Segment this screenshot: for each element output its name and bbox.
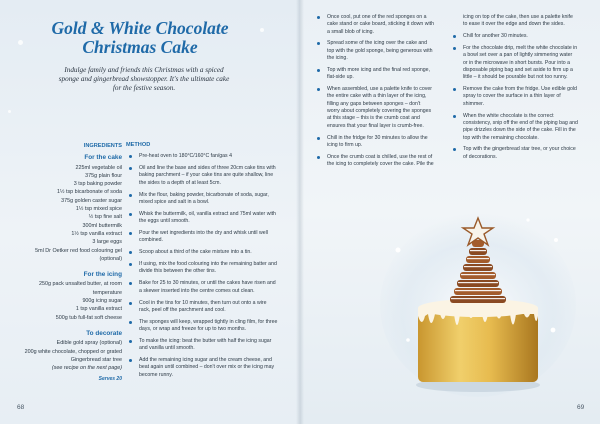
method-step [450, 45, 578, 81]
ingredient-item: 900g icing sugar [82, 298, 122, 305]
bullet-icon [129, 263, 132, 266]
right-page [300, 0, 600, 424]
snowflake-icon [18, 40, 23, 45]
ingredient-item: 300ml buttermilk [82, 222, 122, 229]
bullet-icon [129, 155, 132, 158]
ingredient-item: 3 tsp baking powder [73, 181, 122, 188]
bullet-icon [317, 137, 320, 140]
method-step-text: Pour the wet ingredients into the dry and whisk until well combined. [139, 230, 268, 244]
page-number-right: 69 [577, 404, 585, 411]
ingredients-heading: INGREDIENTS [83, 143, 122, 149]
recipe-intro: Indulge family and friends this Christmas with a spiced sponge and gingerbread showstopper. It's the ultimate cake for the festive season. [58, 66, 230, 92]
ingredient-item: 1½ tsp vanilla extract [71, 230, 122, 237]
method-step [314, 40, 434, 62]
recipe-title-line1: Gold & White Chocolate [51, 18, 229, 38]
ingredient-item: 225ml vegetable oil [75, 164, 122, 171]
ingredient-item: Gingerbread star tree [70, 356, 122, 363]
right-column-1 [314, 14, 434, 173]
bullet-icon [453, 115, 456, 118]
method-step [450, 33, 578, 40]
ingredient-item: 1 tsp vanilla extract [75, 306, 122, 313]
method-step [126, 357, 278, 379]
method-step-text: Scoop about a third of the cake mixture into a tin. [139, 249, 252, 256]
ingredient-item: 1½ tsp bicarbonate of soda [56, 189, 122, 196]
section-decorate-title: To decorate [86, 329, 122, 337]
method-step [450, 86, 578, 108]
method-step [126, 165, 278, 187]
recipe-title [40, 19, 240, 57]
page-gutter [296, 0, 304, 424]
method-step-text: Oil and line the base and sides of three 20cm cake tins with baking parchment – if your cake tins are quite shallow, line the sides to a depth of at least 5cm. [139, 165, 276, 186]
ingredient-item: 250g pack unsalted butter, at room temperature [38, 281, 122, 296]
method-step-text: Once the crumb coat is chilled, use the rest of the icing to completely cover the cake. Pile the [327, 153, 434, 168]
right-column-2 [450, 14, 578, 166]
method-step-text: If using, mix the food colouring into the remaining batter and divide this between the other tins. [139, 261, 277, 275]
method-step-continued: icing on top of the cake, then use a palette knife to ease it over the edge and down the sides. [463, 14, 573, 28]
method-step-text: Top with the gingerbread star tree, or your choice of decorations. [463, 146, 576, 160]
method-step-text: For the chocolate drip, melt the white chocolate in a bowl set over a pan of lightly simmering water or in the microwave in short bursts. Pour into a disposable piping bag and set aside to firm up a little – it should be pourable but not too runny. [463, 45, 578, 81]
snowflake-icon [260, 28, 264, 32]
bullet-icon [453, 35, 456, 38]
ingredients-column [14, 142, 122, 384]
method-steps-list-final [450, 33, 578, 161]
method-step-text: Chill for another 30 minutes. [463, 33, 528, 40]
method-step [126, 280, 278, 295]
bullet-icon [129, 194, 132, 197]
bullet-icon [129, 340, 132, 343]
method-step-text: Spread some of the icing over the cake and top with the gold sponge, being generous with the icing. [327, 40, 433, 62]
method-step [126, 261, 278, 276]
ingredient-item: ½ tsp fine salt [88, 214, 122, 221]
method-step-text: The sponges will keep, wrapped tightly in cling film, for three days, or wrap and freeze for up to two months. [139, 318, 278, 332]
bullet-icon [317, 16, 320, 19]
bullet-icon [129, 359, 132, 362]
section-icing-title: For the icing [83, 271, 122, 279]
method-heading: METHOD [126, 142, 151, 148]
serves-label: Serves 20 [98, 376, 122, 383]
ingredient-item: Edible gold spray (optional) [56, 340, 122, 347]
page-number-left: 68 [17, 404, 25, 411]
bullet-icon [129, 321, 132, 324]
method-step-text: Pre-heat oven to 180°C/160°C fan/gas 4 [139, 153, 232, 160]
method-step [126, 211, 278, 226]
ingredient-item: 375g golden caster sugar [61, 197, 122, 204]
bullet-icon [129, 232, 132, 235]
method-step-text: Whisk the buttermilk, oil, vanilla extract and 75ml water with the eggs until smooth. [139, 210, 276, 225]
method-step [126, 338, 278, 353]
method-steps-list [126, 153, 278, 379]
method-step [314, 154, 434, 169]
bullet-icon [129, 251, 132, 254]
ingredient-item: 1½ tsp mixed spice [75, 206, 122, 213]
section-cake-title: For the cake [84, 154, 122, 162]
method-step-text: Bake for 25 to 30 minutes, or until the cakes have risen and a skewer inserted into the centre comes out clean. [139, 280, 276, 294]
ingredient-item: 200g white chocolate, chopped or grated [24, 348, 122, 355]
method-step [126, 249, 278, 256]
ingredient-item: 5ml Dr Oetker red food colouring gel (optional) [35, 247, 122, 262]
bullet-icon [129, 167, 132, 170]
method-step-text: When assembled, use a palette knife to cover the entire cake with a thin layer of the icing, filling any gaps between sponges – don't worry about completely covering the sponges at this stage – this is the crumb coat and ensures that your final layer is crumb-free. [327, 86, 432, 129]
method-step-text: Remove the cake from the fridge. Use edible gold spray to cover the surface in a thin layer of shimmer. [463, 86, 577, 107]
method-step-text: Mix the flour, baking powder, bicarbonate of soda, sugar, mixed spice and salt in a bowl. [139, 191, 269, 205]
method-step [126, 230, 278, 245]
bullet-icon [129, 282, 132, 285]
snowflake-icon [8, 110, 11, 113]
method-step [314, 86, 434, 130]
method-step [314, 14, 434, 36]
method-step [126, 319, 278, 334]
method-step [126, 192, 278, 207]
bullet-icon [453, 47, 456, 50]
bullet-icon [453, 148, 456, 151]
bullet-icon [317, 88, 320, 91]
method-step [450, 113, 578, 142]
cake-illustration [378, 190, 578, 400]
method-step-text: Chill in the fridge for 30 minutes to allow the icing to firm up. [327, 134, 428, 148]
bullet-icon [129, 302, 132, 305]
method-step-text: Top with more icing and the final red sponge, flat-side up. [327, 66, 430, 81]
method-step-text: When the white chocolate is the correct consistency, snip off the end of the piping bag and pipe drizzles down the side of the cake. Fill in the top with the remaining chocolate. [463, 112, 578, 141]
bullet-icon [317, 69, 320, 72]
method-column [126, 142, 278, 384]
method-step [450, 146, 578, 161]
method-step [314, 67, 434, 82]
ingredient-note: (see recipe on the next page) [51, 365, 122, 372]
bullet-icon [317, 42, 320, 45]
method-steps-list-continued [314, 14, 434, 168]
method-step-text: Once cool, put one of the red sponges on a cake stand or cake board, sticking it down with a small blob of icing. [327, 14, 434, 35]
bullet-icon [453, 88, 456, 91]
method-step-text: Cool in the tins for 10 minutes, then turn out onto a wire rack, peel off the parchment and cool. [139, 299, 267, 313]
method-step [126, 153, 278, 160]
bullet-icon [129, 213, 132, 216]
bullet-icon [317, 156, 320, 159]
method-step-text: Add the remaining icing sugar and the cream cheese, and beat again until combined – don't over mix or the icing may become runny. [139, 357, 275, 378]
ingredient-item: 375g plain flour [85, 172, 122, 179]
ingredient-item: 500g tub full-fat soft cheese [55, 314, 122, 321]
method-step [314, 135, 434, 150]
recipe-title-line2: Christmas Cake [82, 37, 198, 57]
ingredient-item: 3 large eggs [92, 239, 122, 246]
method-step-text: To make the icing: beat the butter with half the icing sugar and vanilla until smooth. [139, 337, 272, 352]
method-step [126, 300, 278, 315]
